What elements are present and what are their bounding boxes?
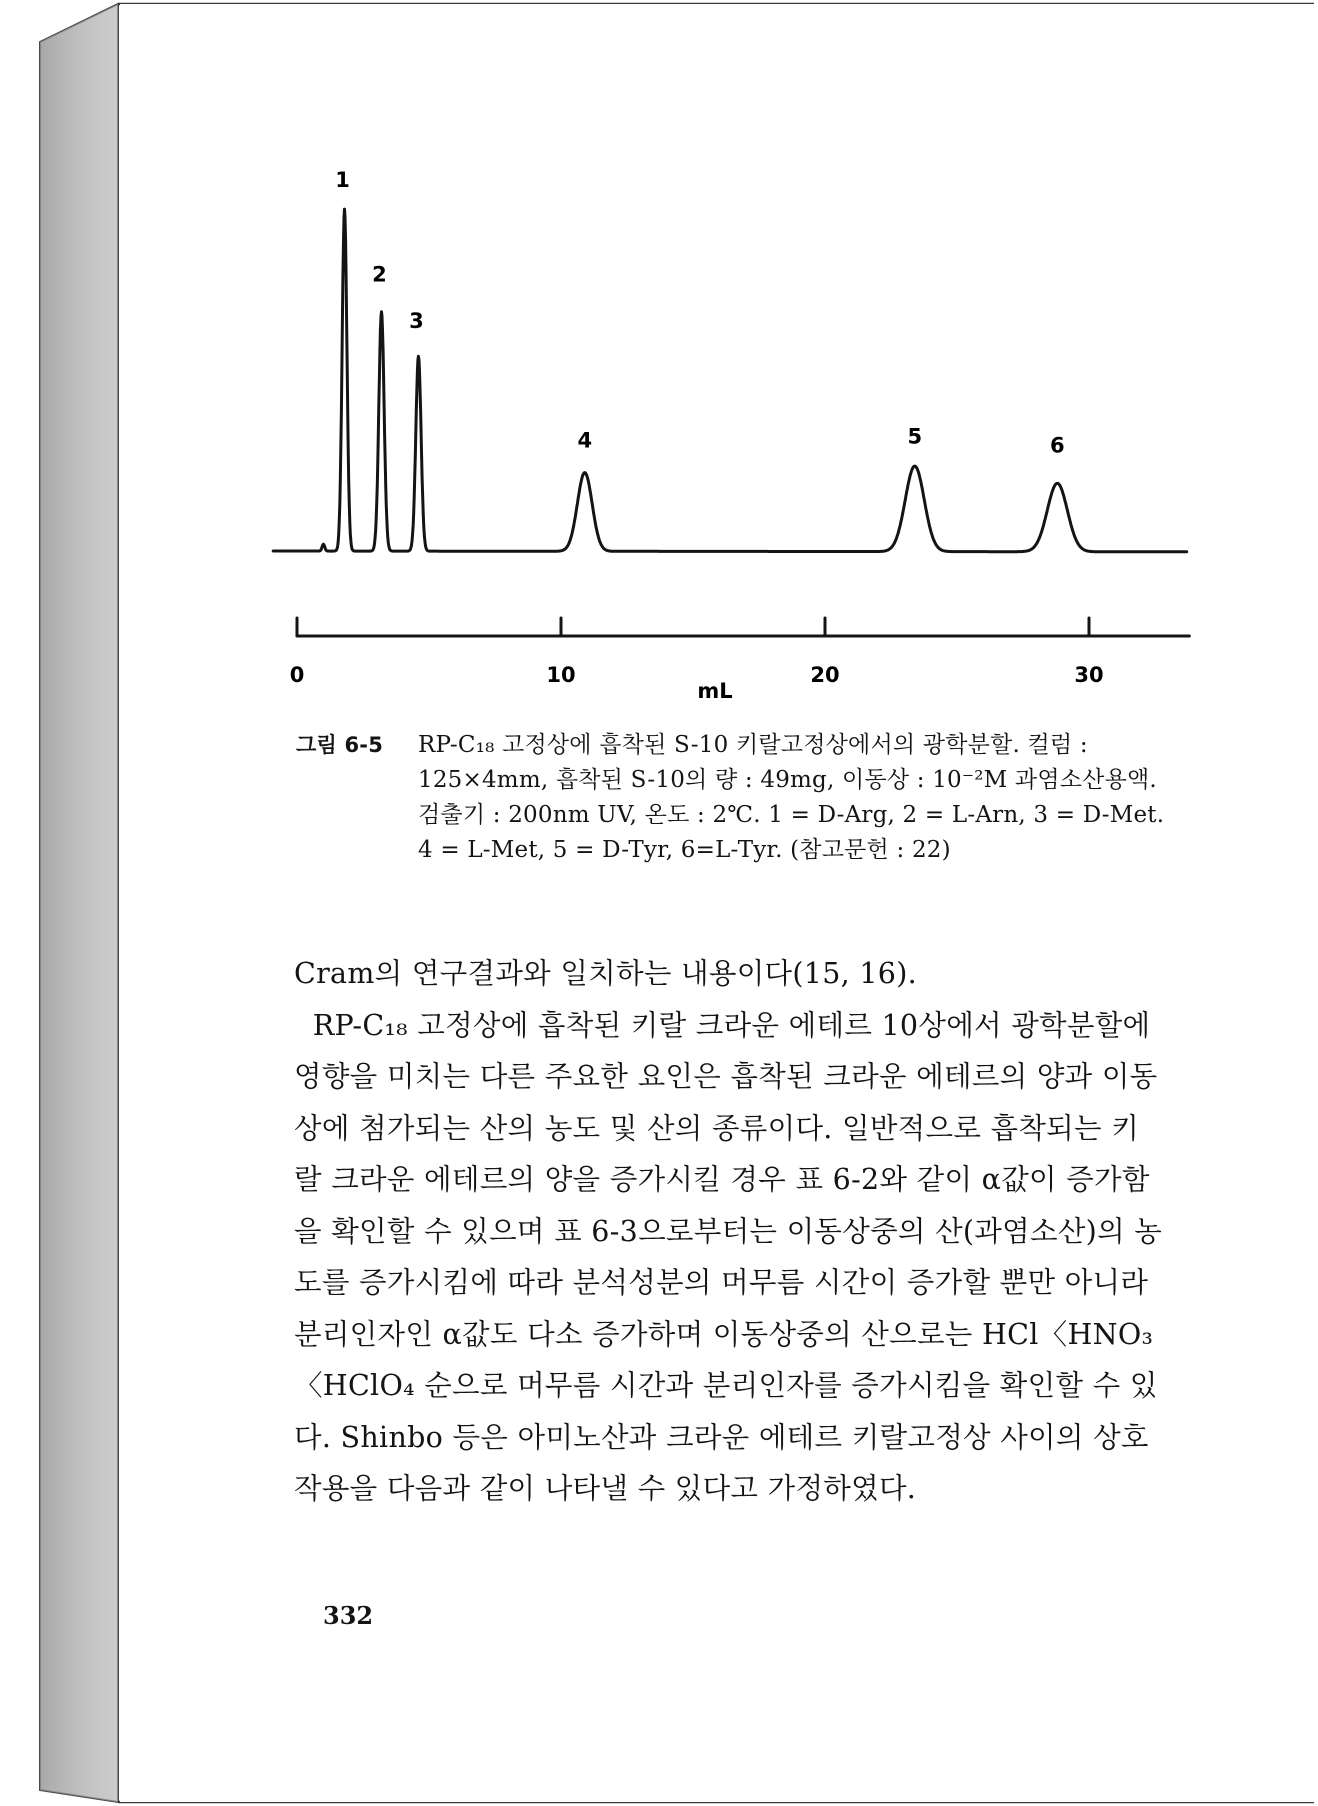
x-tick-label-0: 0: [289, 663, 305, 687]
caption-line: RP-C₁₈ 고정상에 흡착된 S-10 키랄고정상에서의 광학분할. 컬럼 :: [418, 732, 1088, 758]
x-tick-label-30: 30: [1074, 663, 1104, 687]
body-line: Cram의 연구결과와 일치하는 내용이다(15, 16).: [294, 957, 918, 990]
caption-line: 125×4mm, 흡착된 S-10의 량 : 49mg, 이동상 : 10⁻²M 과염소산용액.: [418, 767, 1157, 793]
body-line: 다. Shinbo 등은 아미노산과 크라운 에테르 키랄고정상 사이의 상호: [294, 1420, 1149, 1454]
peak-label-3: 3: [409, 309, 424, 334]
peak-label-6: 6: [1050, 433, 1065, 458]
body-line: RP-C₁₈ 고정상에 흡착된 키랄 크라운 에테르 10상에서 광학분할에: [294, 1008, 1151, 1042]
caption-line: 검출기 : 200nm UV, 온도 : 2℃. 1 = D-Arg, 2 = L-Arn, 3 = D-Met.: [418, 802, 1165, 828]
body-line: 상에 첨가되는 산의 농도 및 산의 종류이다. 일반적으로 흡착되는 키: [294, 1111, 1140, 1145]
figure-caption-lines: [418, 728, 1196, 868]
body-line: 랄 크라운 에테르의 양을 증가시킬 경우 표 6-2와 같이 α값이 증가함: [294, 1163, 1150, 1196]
x-axis-ticks: [297, 618, 1089, 636]
peak-label-5: 5: [907, 424, 923, 449]
x-axis-label: mL: [697, 679, 733, 703]
figure-caption: [296, 728, 1196, 868]
body-line: 〈HClO₄ 순으로 머무름 시간과 분리인자를 증가시킴을 확인할 수 있: [294, 1369, 1158, 1402]
body-line: 영향을 미치는 다른 주요한 요인은 흡착된 크라운 에테르의 양과 이동: [294, 1060, 1158, 1093]
chromatogram-trace: [273, 209, 1186, 552]
body-line: 분리인자인 α값도 다소 증가하며 이동상중의 산으로는 HCl〈HNO₃: [294, 1317, 1154, 1351]
x-tick-label-20: 20: [810, 663, 840, 687]
peak-label-2: 2: [372, 262, 387, 287]
body-text: [294, 948, 1194, 1515]
peak-label-1: 1: [335, 168, 350, 192]
chromatogram-chart: [0, 0, 1318, 720]
peak-labels: [335, 168, 1064, 458]
peak-label-4: 4: [577, 428, 593, 453]
body-line: 도를 증가시킴에 따라 분석성분의 머무름 시간이 증가할 뿐만 아니라: [294, 1266, 1149, 1299]
x-tick-label-10: 10: [546, 663, 576, 687]
body-line: 을 확인할 수 있으며 표 6-3으로부터는 이동상중의 산(과염소산)의 농: [294, 1214, 1163, 1248]
page-number: 332: [323, 1601, 374, 1630]
figure-label: 그림 6-5: [296, 733, 384, 757]
caption-line: 4 = L-Met, 5 = D-Tyr, 6=L-Tyr. (참고문헌 : 22): [418, 837, 951, 863]
body-line: 작용을 다음과 같이 나타낼 수 있다고 가정하였다.: [294, 1472, 917, 1505]
